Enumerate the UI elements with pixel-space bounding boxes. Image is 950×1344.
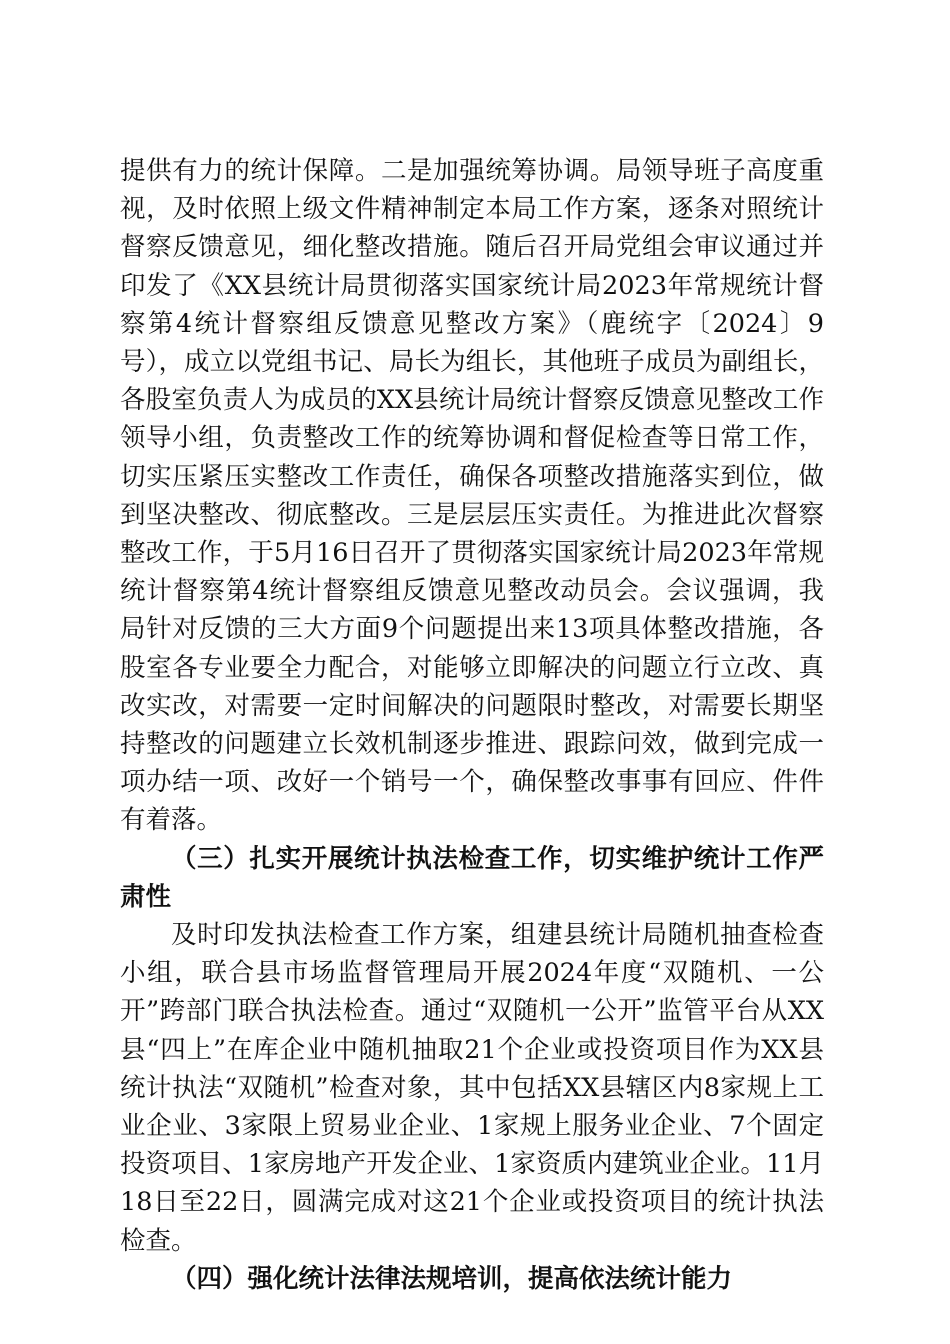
body-paragraph-continued: 提供有力的统计保障。二是加强统筹协调。局领导班子高度重视，及时依照上级文件精神制定本局工作方案，逐条对照统计督察反馈意见，细化整改措施。随后召开局党组会审议通过并印发了《XX县统计局贯彻落实国家统计局2023年常规统计督察第4统计督察组反馈意见整改方案》（鹿统字〔2024〕9号），成立以党组书记、局长为组长，其他班子成员为副组长，各股室负责人为成员的XX县统计局统计督察反馈意见整改工作领导小组，负责整改工作的统筹协调和督促检查等日常工作，切实压紧压实整改工作责任，确保各项整改措施落实到位，做到坚决整改、彻底整改。三是层层压实责任。为推进此次督察整改工作，于5月16日召开了贯彻落实国家统计局2023年常规统计督察第4统计督察组反馈意见整改动员会。会议强调，我局针对反馈的三大方面9个问题提出来13项具体整改措施，各股室各专业要全力配合，对能够立即解决的问题立行立改、真改实改，对需要一定时间解决的问题限时整改，对需要长期坚持整改的问题建立长效机制逐步推进、跟踪问效，做到完成一项办结一项、改好一个销号一个，确保整改事事有回应、件件有着落。 xyxy=(120,156,824,836)
document-body xyxy=(120,152,824,1298)
body-paragraph-enforcement: 及时印发执法检查工作方案，组建县统计局随机抽查检查小组，联合县市场监督管理局开展2024年度“双随机、一公开”跨部门联合执法检查。通过“双随机一公开”监管平台从XX县“四上”在库企业中随机抽取21个企业或投资项目作为XX县统计执法“双随机”检查对象，其中包括XX县辖区内8家规上工业企业、3家限上贸易业企业、1家规上服务业企业、7个固定投资项目、1家房地产开发企业、1家资质内建筑业企业。11月18日至22日，圆满完成对这21个企业或投资项目的统计执法检查。 xyxy=(120,920,824,1256)
section-heading-4: （四）强化统计法律法规培训，提高依法统计能力 xyxy=(171,1263,733,1294)
section-heading-3: （三）扎实开展统计执法检查工作，切实维护统计工作严肃性 xyxy=(120,843,824,912)
